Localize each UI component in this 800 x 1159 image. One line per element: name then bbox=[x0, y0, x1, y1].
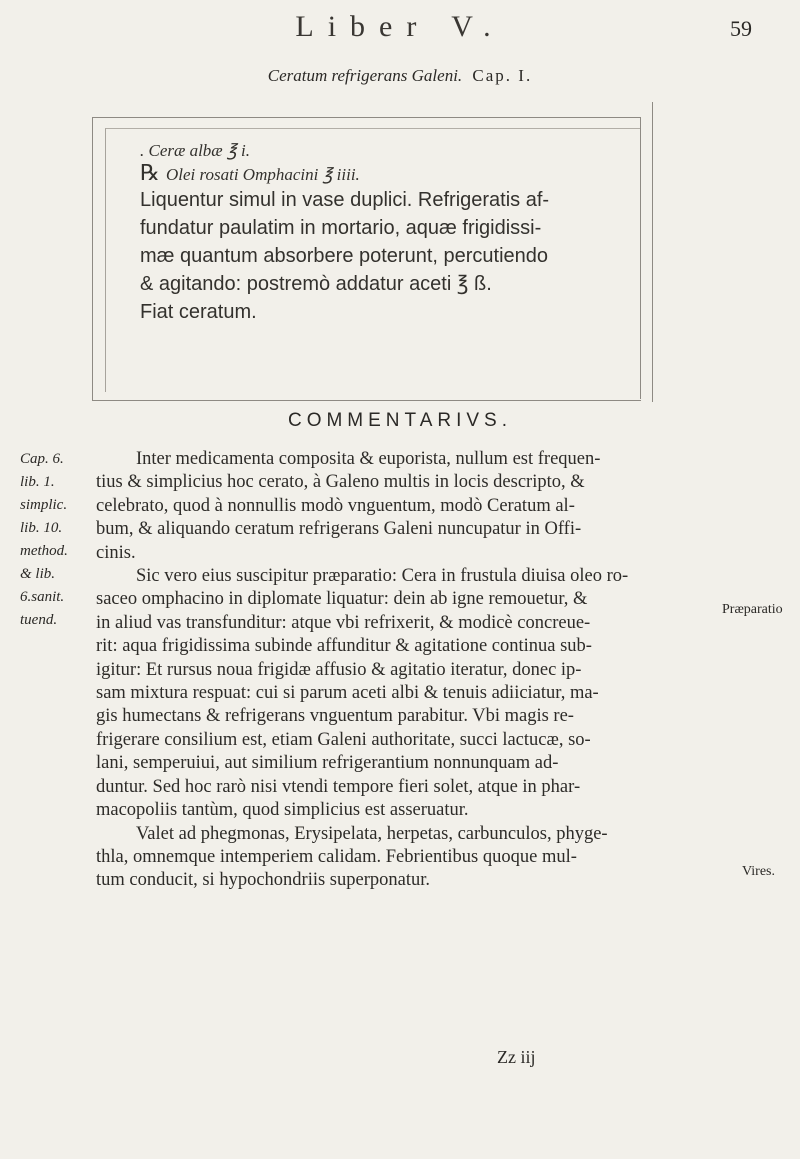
margin-note: method. bbox=[20, 543, 68, 559]
body-line: celebrato, quod à nonnullis modò vnguentum, modò Ceratum al- bbox=[96, 495, 575, 516]
margin-notes-left bbox=[20, 448, 80, 632]
body-line: tius & simplicius hoc cerato, à Galeno multis in locis descripto, & bbox=[96, 472, 585, 493]
margin-note: simplic. bbox=[20, 497, 68, 513]
recipe-line: fundatur paulatim in mortario, aquæ frigidissi- bbox=[140, 217, 542, 239]
margin-note: & lib. bbox=[20, 566, 56, 582]
signature-mark: Zz iij bbox=[497, 1047, 536, 1067]
body-line: macopoliis tantùm, quod simplicius est asseruatur. bbox=[96, 800, 469, 821]
margin-note: 6.sanit. bbox=[20, 589, 65, 605]
margin-note-praeparatio: Præparatio bbox=[722, 602, 783, 617]
margin-note: lib. 1. bbox=[20, 474, 55, 490]
commentary-body bbox=[96, 448, 716, 893]
body-line: lani, semperuiui, aut similium refrigerantium nonnunquam ad- bbox=[96, 753, 559, 774]
section-title-text: Ceratum refrigerans Galeni. bbox=[267, 66, 463, 85]
recipe-symbol: ℞ bbox=[140, 160, 160, 185]
section-title bbox=[0, 66, 800, 86]
recipe-line: Fiat ceratum. bbox=[140, 301, 257, 323]
recipe-ingredient-2-text: Olei rosati Omphacini ℥ iiii. bbox=[165, 165, 360, 184]
recipe-ingredient-2 bbox=[140, 162, 660, 186]
commentary-title: COMMENTARIVS. bbox=[287, 410, 513, 431]
page-number: 59 bbox=[730, 16, 752, 41]
margin-note: Cap. 6. bbox=[20, 451, 64, 467]
body-line: saceo omphacino in diplomate liquatur: dein ab igne remouetur, & bbox=[96, 589, 588, 610]
margin-note: lib. 10. bbox=[20, 520, 63, 536]
body-line: Sic vero eius suscipitur præparatio: Cera in frustula diuisa oleo ro- bbox=[136, 566, 629, 587]
body-line: in aliud vas transfunditur: atque vbi refrixerit, & modicè concreue- bbox=[96, 612, 591, 633]
body-line: thla, omnemque intemperiem calidam. Febrientibus quoque mul- bbox=[96, 846, 577, 867]
recipe-line: & agitando: postremò addatur aceti ℥ ß. bbox=[140, 273, 492, 295]
body-line: tum conducit, si hypochondriis superponatur. bbox=[96, 870, 430, 891]
recipe-line: mæ quantum absorbere poterunt, percutiendo bbox=[140, 245, 549, 267]
recipe-ingredient-1: . Ceræ albæ ℥ i. bbox=[140, 141, 250, 160]
recipe bbox=[140, 140, 660, 326]
running-head: Liber V. bbox=[295, 10, 505, 43]
body-line: duntur. Sed hoc rarò nisi vtendi tempore fieri solet, atque in phar- bbox=[96, 776, 581, 797]
body-line: bum, & aliquando ceratum refrigerans Galeni nuncupatur in Offi- bbox=[96, 519, 582, 540]
body-line: frigerare consilium est, etiam Galeni authoritate, succi lactucæ, so- bbox=[96, 729, 591, 750]
body-line: gis humectans & refrigerans vnguentum parabitur. Vbi magis re- bbox=[96, 706, 574, 727]
recipe-line: Liquentur simul in vase duplici. Refrigeratis af- bbox=[140, 189, 550, 211]
margin-note-vires: Vires. bbox=[742, 864, 775, 879]
body-line: Valet ad phegmonas, Erysipelata, herpetas, carbunculos, phyge- bbox=[136, 823, 608, 844]
body-line: sam mixtura respuat: cui si parum aceti albi & tenuis adiiciatur, ma- bbox=[96, 683, 599, 704]
body-line: igitur: Et rursus noua frigidæ affusio & agitatio iteratur, donec ip- bbox=[96, 659, 582, 680]
body-line: Inter medicamenta composita & euporista, nullum est frequen- bbox=[136, 449, 601, 469]
chapter-label: Cap. I. bbox=[472, 66, 533, 85]
margin-note: tuend. bbox=[20, 612, 58, 628]
body-line: rit: aqua frigidissima subinde affunditur & agitatione continua sub- bbox=[96, 636, 592, 657]
body-line: cinis. bbox=[96, 542, 136, 563]
